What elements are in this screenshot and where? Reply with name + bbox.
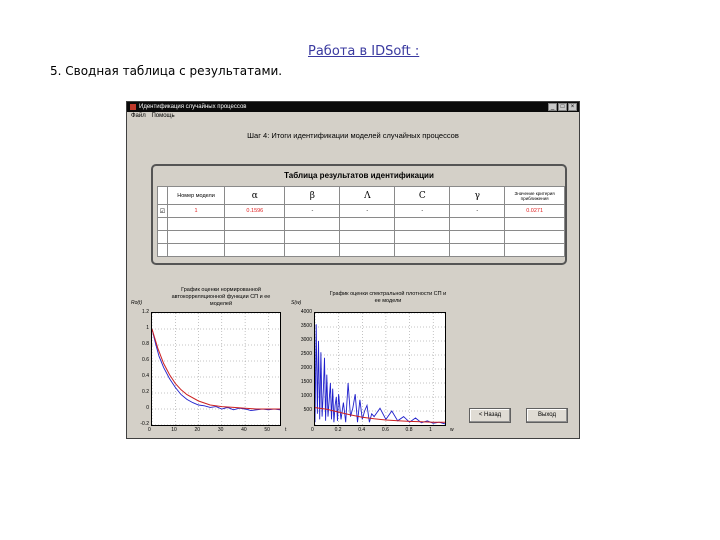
table-cell [395,231,450,244]
acf-ytick-label: 0.2 [142,389,149,395]
header-cell: Λ [340,187,395,205]
header-cell: C [395,187,450,205]
table-cell [505,231,565,244]
acf-chart [151,312,281,426]
acf-xtick-label: 0 [148,427,151,433]
header-cell: β [285,187,340,205]
table-cell [285,231,340,244]
slide-subtitle: 5. Сводная таблица с результатами. [50,64,283,78]
psd-ytick-label: 500 [303,407,312,413]
table-cell [450,218,505,231]
psd-ytick-label: 4000 [300,309,312,315]
table-cell [167,231,224,244]
table-cell [340,218,395,231]
psd-ytick-label: 2500 [300,351,312,357]
table-cell: - [450,205,505,218]
back-button[interactable]: < Назад [469,408,511,423]
table-cell [505,218,565,231]
psd-xtick-label: 0.2 [334,427,342,433]
window-title: Идентификация случайных процессов [139,104,247,110]
menu-bar [127,112,579,121]
psd-xtick-label: 0.6 [381,427,389,433]
row-checkbox[interactable] [158,218,168,231]
table-cell: 0.0271 [505,205,565,218]
table-cell [285,244,340,257]
acf-series-estimate [152,329,280,411]
header-cell: α [225,187,285,205]
exit-button[interactable]: Выход [526,408,568,423]
table-cell: - [340,205,395,218]
psd-ytick-label: 2000 [300,365,312,371]
psd-chart-title: График оценки спектральной плотности СП и ее модели [329,291,447,304]
psd-xlabel: w [450,427,454,433]
acf-ytick-label: 0.4 [142,373,149,379]
table-cell [395,244,450,257]
table-cell: - [285,205,340,218]
psd-ytick-label: 3500 [300,323,312,329]
psd-xtick-label: 0 [311,427,314,433]
row-checkbox[interactable]: ☑ [158,205,168,218]
table-header-row [158,187,565,205]
psd-ytick-label: 1500 [300,379,312,385]
row-checkbox[interactable] [158,244,168,257]
acf-xtick-label: 10 [171,427,177,433]
window-titlebar[interactable] [127,102,579,112]
header-cell: γ [450,187,505,205]
results-panel [151,164,567,265]
acf-ytick-label: 1 [146,325,149,331]
table-cell [395,218,450,231]
header-cell [158,187,168,205]
psd-xtick-label: 0.4 [358,427,366,433]
results-title: Таблица результатов идентификации [284,171,434,180]
minimize-icon[interactable]: _ [548,103,557,111]
acf-ytick-label: -0.2 [140,421,149,427]
table-cell [450,231,505,244]
psd-xtick-label: 0.8 [405,427,413,433]
acf-ytick-label: 0.8 [142,341,149,347]
menu-item-file[interactable]: Файл [131,113,146,119]
step-title: Шаг 4: Итоги идентификации моделей случайных процессов [247,131,459,140]
header-cell: Значение критерия приближения [505,187,565,205]
row-checkbox[interactable] [158,231,168,244]
table-row[interactable] [158,205,565,218]
psd-xtick-label: 1 [429,427,432,433]
results-table [157,186,565,257]
acf-chart-title: График оценки нормированной автокорреляционной функции СП и ее моделей [171,287,271,307]
slide-title: Работа в IDSoft : [308,44,420,59]
table-row[interactable] [158,231,565,244]
table-cell [340,231,395,244]
table-row[interactable] [158,218,565,231]
psd-series-estimate [315,324,445,424]
psd-chart [314,312,446,426]
table-cell [167,244,224,257]
table-cell [225,218,285,231]
table-cell [225,231,285,244]
table-row[interactable] [158,244,565,257]
table-cell [505,244,565,257]
acf-xtick-label: 20 [194,427,201,433]
table-cell: - [395,205,450,218]
table-cell: 1 [167,205,224,218]
acf-ytick-label: 0 [146,405,149,411]
acf-ytick-label: 1.2 [142,309,149,315]
acf-ytick-label: 0.6 [142,357,149,363]
header-cell: Номер модели [167,187,224,205]
acf-xlabel: t [285,427,287,433]
acf-xtick-label: 40 [241,427,247,433]
close-icon[interactable]: × [568,103,577,111]
psd-ytick-label: 1000 [300,393,312,399]
table-cell [450,244,505,257]
table-cell [225,244,285,257]
menu-item-help[interactable]: Помощь [151,113,175,119]
table-cell: 0.1596 [225,205,285,218]
acf-xtick-label: 30 [217,427,224,433]
app-icon [130,104,136,110]
table-cell [167,218,224,231]
psd-ylabel: S(w) [291,300,302,306]
table-cell [340,244,395,257]
acf-xtick-label: 50 [264,427,270,433]
maximize-icon[interactable]: □ [558,103,567,111]
app-window [126,101,580,439]
acf-ylabel: Ro(t) [131,300,143,306]
psd-ytick-label: 3000 [300,337,312,343]
acf-series-model [152,329,280,409]
table-cell [285,218,340,231]
